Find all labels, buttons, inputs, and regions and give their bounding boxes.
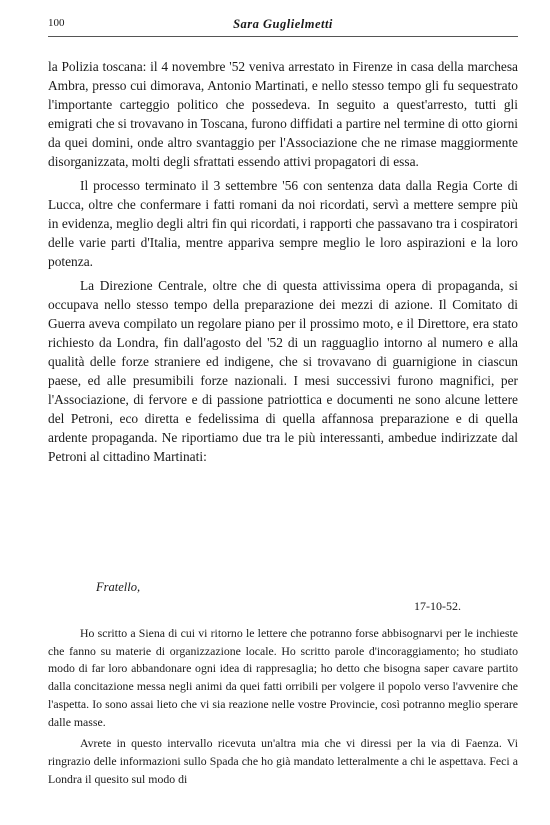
letter-date: 17-10-52. <box>414 599 461 613</box>
running-title: Sara Guglielmetti <box>233 17 333 31</box>
letter-paragraph: Ho scritto a Siena di cui vi ritorno le lettere che potranno forse abbisognarvi per le inchieste che fanno su materie di organizzazione locale. Ho scritto parole d'incoraggiamento; ho studiato modo di far loro abbandonare ogni idea di rappresaglia; ho detto che bisogna saper cavare partito dalla concitazione messa negli animi da quei fatti orribili per volgere il popolo verso l'avvenire che l'aspetta. Io sono assai lieto che vi sia reazione nelle vostre Provincie, così potranno meglio sperare dalle masse. <box>48 626 518 729</box>
paragraph: Il processo terminato il 3 settembre '56 con sentenza data dalla Regia Corte di Lucca, oltre che confermare i fatti romani da noi ricordati, servì a mettere sempre più in evidenza, meglio degli altri fin qui ricordati, i rapporti che passavano tra i cospiratori delle varie parti d'Italia, mentre appariva sempre meglio le loro aspirazioni e la loro potenza. <box>48 178 518 269</box>
page-number: 100 <box>48 17 65 29</box>
running-header <box>48 17 518 31</box>
header-rule <box>48 36 518 37</box>
letter-paragraph: Avrete in questo intervallo ricevuta un'altra mia che vi diressi per la via di Faenza. Vi ringrazio delle informazioni sullo Spada che ho già mandato letteralmente a chi le aspettava. Feci a Londra il quesito sul modo di <box>48 736 518 786</box>
letter-salutation: Fratello, <box>96 580 141 594</box>
main-text <box>48 57 518 471</box>
paragraph: La Direzione Centrale, oltre che di questa attivissima opera di propaganda, si occupava nello stesso tempo della preparazione dei mezzi di azione. Il Comitato di Guerra aveva compilato un regolare piano per il prossimo moto, e il Direttore, era stato richiesto da Londra, fin dall'agosto del '52 di un ragguaglio intorno al numero e alla qualità delle forze straniere ed indigene, che si trovavano di guarnigione in ciascun paese, ed alle presumibili forze nazionali. I mesi successivi furono magnifici, per l'Associazione, di fervore e di passione patriottica e documenti ne sono alcune lettere del Petroni, eco diretta e fedelissima di quella affannosa preparazione e di quella ardente propaganda. Ne riportiamo due tra le più interessanti, ambedue indirizzate dal Petroni al cittadino Martinati: <box>48 278 518 464</box>
letter-body <box>48 625 518 788</box>
paragraph: la Polizia toscana: il 4 novembre '52 veniva arrestato in Firenze in casa della marchesa Ambra, presso cui dimorava, Antonio Martinati, e nello stesso tempo gli fu sequestrato l'importante carteggio politico che possedeva. In seguito a quest'arresto, tutti gli emigrati che si trovavano in Toscana, furono diffidati a partire nel termine di otto giorni da quei domini, onde altro svantaggio per l'Associazione che ne rimase maggiormente disorganizzata, molti degli sfrattati essendo attivi propagatori di essa. <box>48 59 518 169</box>
